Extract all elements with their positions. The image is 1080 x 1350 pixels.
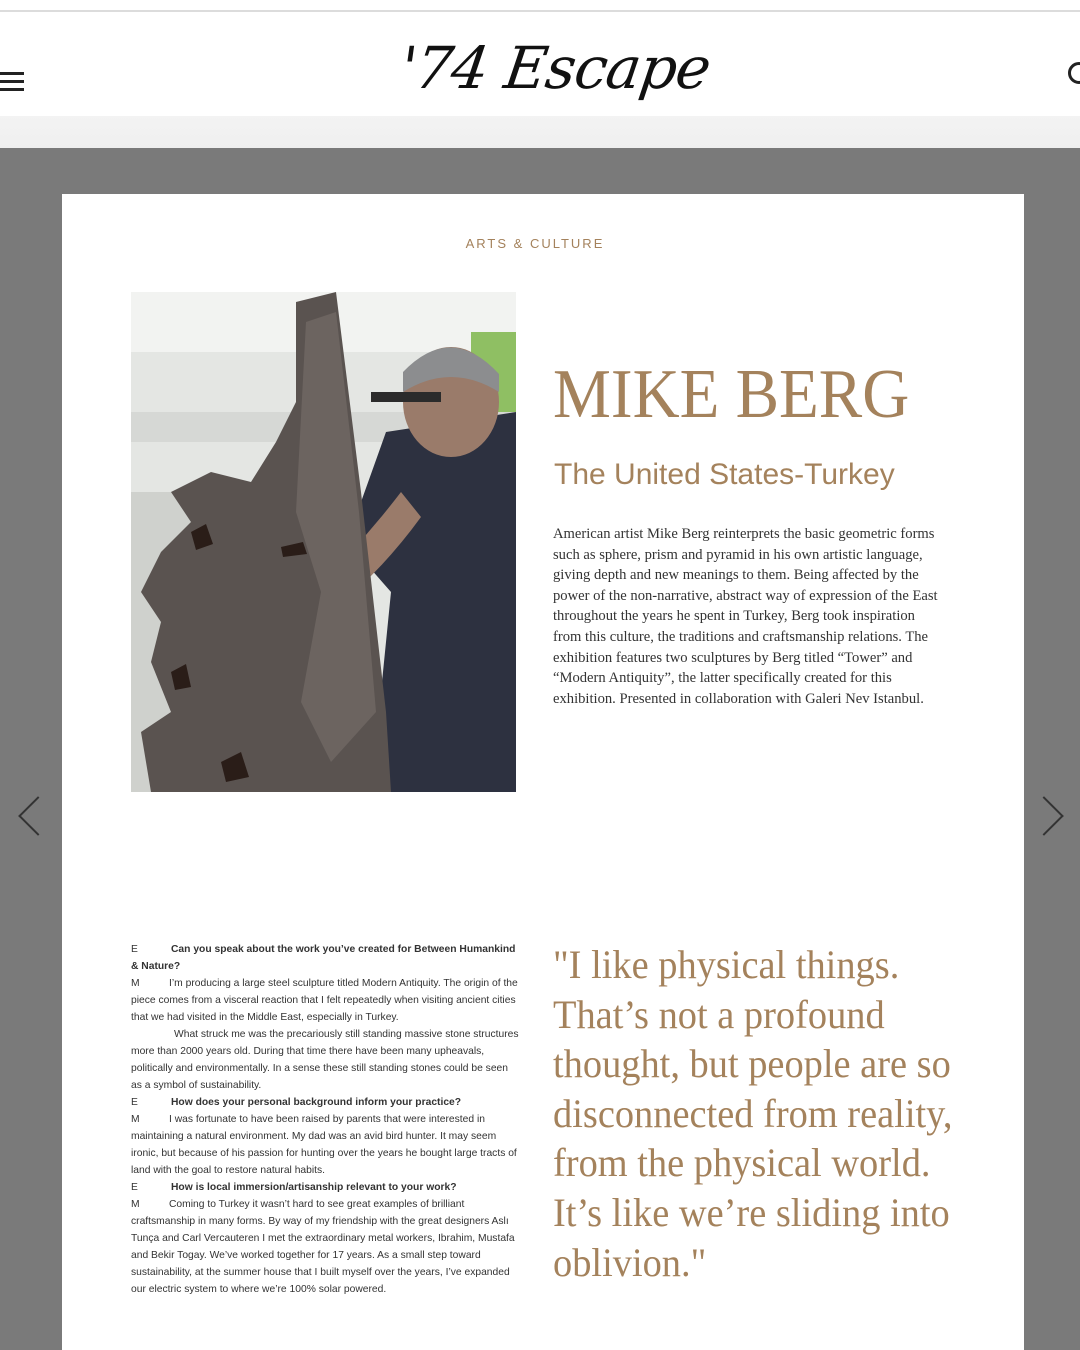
- artist-photo: [131, 292, 516, 792]
- search-icon[interactable]: [1068, 62, 1080, 84]
- artist-intro: American artist Mike Berg reinterprets the basic geometric forms such as sphere, prism and pyramid in his own artistic language, giving depth and new meanings to them. Being affected by the power of the non-narrative, abstract way of expression of the East throughout the years he spent in Turkey, Berg took inspiration from this culture, the traditions and craftsmanship relations. The exhibition features two sculptures by Berg titled “Tower” and “Modern Antiquity”, the latter specifically created for this exhibition. Presented in collaboration with Galeri Nev Istanbul.: [553, 526, 938, 707]
- speaker-label: M: [131, 1199, 140, 1210]
- pull-quote: "I like physical things. That’s not a profound thought, but people are so disconnected from reality, from the physical world. It’s like we’re sliding into oblivion.": [553, 942, 953, 1285]
- speaker-label: M: [131, 1114, 140, 1125]
- hamburger-menu-icon[interactable]: [0, 72, 26, 96]
- speaker-label: E: [131, 1182, 138, 1193]
- answer-text: Coming to Turkey it wasn’t hard to see great examples of brilliant craftsmanship in many forms. By way of my friendship with the great designers Aslı Tunça and Carl Vercauteren I met the extraordinary metal workers, Ibrahim, Mustafa and Bekir Togay. We’ve worked together for 17 years. As a small step toward sustainability, at the summer house that I built myself over the years, I’ve expanded our electric system to where we’re 100% solar powered.: [131, 1199, 515, 1295]
- speaker-label: M: [131, 978, 140, 989]
- site-header: [0, 12, 1080, 116]
- chevron-left-icon[interactable]: [18, 796, 58, 836]
- chevron-right-icon[interactable]: [1024, 796, 1064, 836]
- header-shadow: [0, 116, 1080, 148]
- speaker-label: E: [131, 944, 138, 955]
- interview-q1: [131, 941, 521, 975]
- artist-name: MIKE BERG: [553, 356, 910, 433]
- interview-text: [131, 941, 521, 1298]
- question-text: How is local immersion/artisanship relevant to your work?: [171, 1182, 457, 1193]
- artist-subtitle: The United States-Turkey: [554, 458, 895, 491]
- interview-a2: [131, 1111, 521, 1179]
- speaker-label: E: [131, 1097, 138, 1108]
- interview-a1b: What struck me was the precariously still standing massive stone structures more than 2000 years old. During that time there have been many upheavals, politically and environmentally. In a sense these still standing stones could be seen as a symbol of sustainability.: [131, 1029, 519, 1091]
- question-text: Can you speak about the work you’ve created for Between Humankind & Nature?: [131, 944, 516, 972]
- interview-q3: [131, 1179, 521, 1196]
- interview-a1: [131, 975, 521, 1026]
- interview-q2: [131, 1094, 521, 1111]
- site-logo[interactable]: '74 Escape: [396, 34, 715, 102]
- top-border: [0, 0, 1080, 12]
- answer-text: I’m producing a large steel sculpture titled Modern Antiquity. The origin of the piece comes from a visceral reaction that I felt repeatedly when visiting ancient cities that we had visited in the Middle East, especially in Turkey.: [131, 978, 518, 1023]
- question-text: How does your personal background inform your practice?: [171, 1097, 462, 1108]
- interview-a3: [131, 1196, 521, 1298]
- article-category: ARTS & CULTURE: [465, 236, 605, 251]
- answer-text: I was fortunate to have been raised by parents that were interested in maintaining a natural environment. My dad was an avid bird hunter. It may seem ironic, but because of his passion for hunting over the years he bought large tracts of land with the goal to restore natural habits.: [131, 1114, 517, 1176]
